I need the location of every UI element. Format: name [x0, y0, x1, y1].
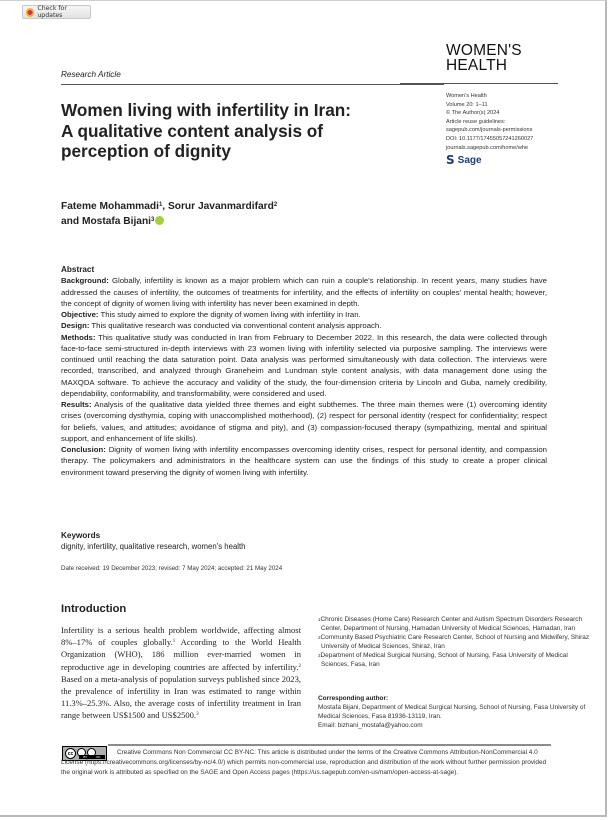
check-for-updates-button[interactable]: [22, 5, 91, 19]
orcid-icon[interactable]: [155, 216, 164, 225]
section-label: Results:: [61, 400, 92, 409]
affiliation-item: [318, 615, 590, 633]
title-line: Women living with infertility in Iran:: [61, 100, 351, 120]
sage-s-icon: S: [446, 153, 455, 167]
journal-home-link[interactable]: journals.sagepub.com/home/whe: [446, 144, 529, 151]
abstract-results: [61, 399, 547, 444]
logo-divider: [400, 83, 558, 84]
abstract-background: [61, 275, 547, 309]
doi[interactable]: DOI: 10.1177/17455057241260027: [446, 135, 534, 142]
license-text: [61, 748, 551, 778]
abstract: [61, 264, 547, 478]
author-name: Fateme Mohammadi: [61, 201, 159, 212]
nc-label: NC: [96, 755, 101, 759]
title-line: perception of dignity: [61, 141, 231, 161]
abstract-methods: [61, 332, 547, 400]
journal-meta: [446, 92, 533, 152]
publisher-name: Sage: [457, 154, 482, 166]
license-divider: [108, 744, 551, 746]
section-text: This qualitative study was conducted in Iran from February to December 2022. In this research, the data were collected through face-to-face semi-structured in-depth interviews with 23 women living with infertility selected via purposive sampling. The interviews were continued until reaching the data saturation point. Data analysis was performed simultaneously with data collection. The interviews were recorded, transcribed, and analyzed through Graneheim and Lundman style content analysis, with data management done using the MAXQDA software. To achieve the accuracy and validity of the study, the four-dimension criteria by Lincoln and Guba, namely credibility, dependability, conformability, and transformability, were considered and used.: [61, 332, 547, 398]
abstract-objective: [61, 309, 547, 320]
by-label: BY: [83, 755, 88, 759]
publisher-logo: [446, 153, 482, 167]
crossmark-icon: [26, 8, 34, 17]
section-label: Design:: [61, 321, 90, 331]
author-name: Sorur Javanmardifard: [167, 201, 274, 212]
abstract-design: [61, 320, 547, 331]
article-type: Research Article: [61, 70, 121, 79]
keywords-text: dignity, infertility, qualitative research, women's health: [61, 542, 246, 551]
affiliation-ref: 1: [158, 202, 163, 208]
title-line: A qualitative content analysis of: [61, 120, 324, 141]
author-name: Mostafa Bijani: [81, 216, 152, 227]
cc-icon: cc: [65, 748, 76, 759]
abstract-heading: Abstract: [61, 265, 95, 274]
introduction-heading: Introduction: [61, 603, 127, 615]
copyright: © The Author(s) 2024: [446, 110, 500, 117]
section-text: Dignity of women living with infertility encompasses overcoming identity crises, respect for personal identity, and compassion therapy. The policymakers and administrators in the healthcare system can use the findings of this study to create a proper clinical environment toward preserving the dignity of women living with infertility.: [61, 445, 547, 477]
journal-volume: Volume 20: 1–11: [446, 101, 488, 108]
affiliation-text: Community Based Psychiatric Care Research Center, School of Nursing and Midwifery, Shiraz University of Medical Sciences, Shiraz, Iran: [320, 634, 590, 650]
header-divider: [61, 84, 444, 85]
article-dates: Date received: 19 December 2023; revised: 7 May 2024; accepted: 21 May 2024: [61, 565, 283, 572]
abstract-conclusion: [61, 444, 547, 478]
section-text: Globally, infertility is known as a major problem which can ruin a couple's relationship. In recent years, many studies have addressed the causes of infertility, the outcomes of treatments for infertility, and the effects of infertility on couples' mental health; however, the concept of dignity of women living with infertility has never been examined in depth.: [61, 276, 547, 308]
affiliation-number: 3: [318, 653, 321, 658]
intro-text: Based on a meta-analysis of population surveys published since 2023, the prevalence of infertility in Iran was estimated to range within 11.3%–25.3%. Also, the average costs of infertility treatment in Iran range between US$1500 and US$2500.: [61, 673, 301, 721]
citation-ref[interactable]: 2: [298, 663, 301, 669]
license-body: Creative Commons Non Commercial CC BY-NC: This article is distributed under the terms of the Creative Commons Attribution-NonCommercial 4.0 License (https://creativecommons.org/licenses/by-nc/4.0/) which permits non-commercial use, reproduction and distribution of the work without further permission provided the original work is attributed as specified on the SAGE and Open Access pages (https://us.sagepub.com/en-us/nam/open-access-at-sage).: [61, 749, 547, 776]
affiliation-ref: 2: [273, 202, 278, 208]
keywords: [61, 530, 461, 552]
keywords-heading: Keywords: [61, 531, 101, 540]
journal-logo-line1: WOMEN'S: [446, 42, 522, 59]
citation-ref[interactable]: 3: [196, 712, 199, 718]
conjunction: and: [61, 216, 82, 227]
introduction-body: [61, 624, 301, 722]
affiliation-item: [318, 651, 590, 669]
section-text: This study aimed to explore the dignity of women living with infertility in Iran.: [98, 310, 361, 319]
corresponding-author: [318, 694, 590, 730]
journal-logo-line2: HEALTH: [446, 56, 508, 74]
separator: ,: [162, 201, 168, 212]
affiliation-ref: 3: [151, 217, 155, 223]
section-text: Analysis of the qualitative data yielded three themes and eight subthemes. The three main themes were (1) overcoming identity crises (overcoming dysthymia, coping with unaccomplished motherhood), (2) respect for personal identity (respect for confidentiality; respect for beliefs, values, and attitudes; avoidance of stigma and pity), and (3) compassion-focused therapy (sympathizing, mental and spiritual support, and enhancement of life skills).: [61, 400, 547, 443]
citation-ref[interactable]: 1: [172, 639, 176, 645]
permissions-link[interactable]: sagepub.com/journals-permissions: [446, 127, 533, 134]
article-title: [61, 100, 401, 162]
affiliation-item: [318, 633, 590, 651]
corresponding-address: Mostafa Bijani, Department of Medical Surgical Nursing, School of Nursing, Fasa University of Medical Sciences, Fasa 81936-13119, Iran.: [318, 704, 586, 720]
check-for-updates-label: Check for updates: [37, 5, 67, 19]
journal-logo: [446, 44, 522, 73]
corresponding-heading: Corresponding author:: [318, 695, 389, 702]
journal-name: Women's Health: [446, 93, 487, 99]
intro-text: According to the World Health Organization (WHO), 186 million ever-married women in reproductive age in developing countries are affected by infertility.: [61, 637, 301, 672]
affiliations: [318, 615, 590, 669]
section-label: Conclusion:: [61, 445, 106, 454]
section-label: Background:: [61, 276, 109, 286]
section-label: Methods:: [61, 332, 96, 342]
affiliation-number: 1: [318, 617, 321, 622]
affiliation-text: Chronic Diseases (Home Care) Research Center and Autism Spectrum Disorders Research Center, Department of Nursing, Hamadan University of Medical Sciences, Hamadan, Iran: [320, 616, 583, 632]
section-label: Objective:: [61, 310, 99, 319]
affiliation-text: Department of Medical Surgical Nursing, School of Nursing, Fasa University of Medical Sciences, Fasa, Iran: [320, 652, 568, 668]
affiliation-number: 2: [318, 635, 321, 640]
corresponding-email[interactable]: Email: bizhani_mostafa@yahoo.com: [318, 722, 423, 729]
reuse-label: Article reuse guidelines:: [446, 118, 506, 125]
author-list: [61, 199, 381, 229]
intro-text: Infertility is a serious health problem worldwide, affecting almost 8%–17% of couples globally.: [61, 625, 301, 648]
section-text: This qualitative research was conducted via conventional content analysis approach.: [89, 321, 382, 331]
